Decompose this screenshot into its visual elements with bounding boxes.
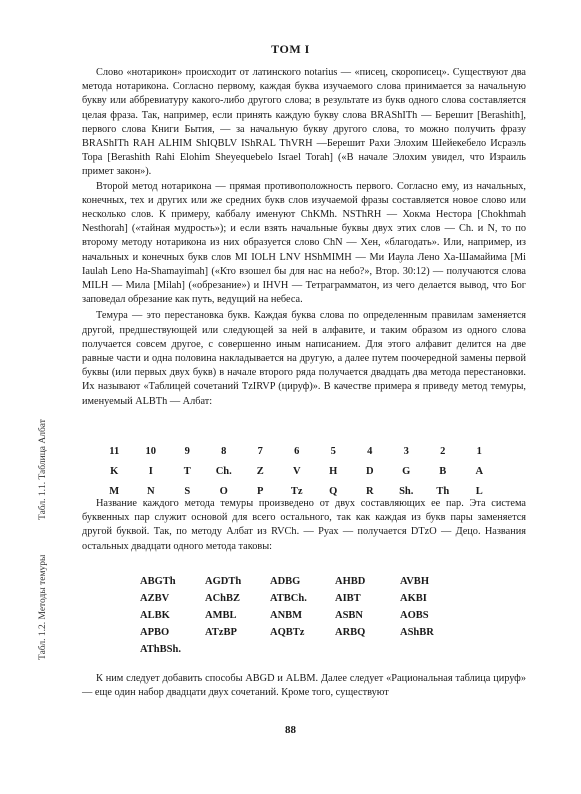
- main-text: [82, 66, 526, 409]
- table-cell: AVBH: [400, 576, 429, 587]
- table-cell: 9: [184, 445, 190, 457]
- table-cell: O: [219, 485, 228, 497]
- table-cell: V: [292, 465, 301, 477]
- middle-text: [82, 497, 526, 554]
- table-cell: ATzBP: [205, 627, 237, 638]
- table-cell: 2: [440, 445, 446, 457]
- paragraph-1: Слово «нотарикон» происходит от латинского notarius — «писец, скорописец». Существуют два метода нотарикона. Согласно первому, каждая буква изучаемого слова принимается за начальную букву или аббревиатуру какого-либо другого слова; в результате из букв одного слова составляется целая фраза. Так, например, если принять каждую букву слова BRAShITh — Берешит [Berashith], первого слова Книги Бытия, — за начальную букву другого слова, то можно получить фразу BRAShITh RAH ALHIM ShIQBLV IShRAL ThVRH —Берешит Рахи Элохим Шейекебело Исраэль Тора [Berashith Rahi Elohim Sheyequebelo Israel Torah] («В начале Элохим увидел, что Израиль примет закон»).: [82, 67, 526, 178]
- table-cell: P: [257, 485, 264, 497]
- table-cell: AThBSh.: [140, 644, 181, 655]
- table-cell: 10: [145, 445, 156, 457]
- table2-caption: Табл. 1.2. Методы темуры: [38, 554, 48, 660]
- page-number: 88: [285, 724, 296, 736]
- paragraph-3: Темура — это перестановка букв. Каждая буква слова по определенным правилам заменяется другой, предшествующей или следующей за ней в алфавите, и таким образом из одного слова получается совсем другое, с совершенно иным написанием. Для этого алфавит делится на две равные части и одна половина накладывается на другую, а далее путем поочередной замены первой буквы (или первых двух букв) в начале второго ряда получается двадцать два метода перестановки. Их называют «Таблицей сочетаний TzIRVP (цируф)». В качестве примера я приведу метод темуры, именуемый ALBTh — Албат:: [82, 310, 526, 407]
- table-cell: Z: [256, 465, 264, 477]
- table-cell: APBO: [140, 627, 170, 638]
- table-row-first: [96, 461, 516, 481]
- table-row: [140, 590, 500, 607]
- table-cell: 6: [294, 445, 300, 457]
- table-cell: AShBR: [400, 627, 434, 638]
- table-cell: 11: [109, 445, 120, 457]
- table-cell: 1: [476, 445, 482, 457]
- table-cell: 7: [257, 445, 263, 457]
- table-cell: Th: [436, 485, 450, 497]
- table-row: [140, 573, 500, 590]
- table-cell: ANBM: [270, 610, 303, 621]
- table-cell: ALBK: [140, 610, 170, 621]
- table-row-numbers: [96, 441, 516, 461]
- table-cell: AMBL: [205, 610, 237, 621]
- table-cell: A: [475, 465, 484, 477]
- table-cell: ATBCh.: [270, 593, 307, 604]
- table-cell: ADBG: [270, 576, 301, 587]
- table-cell: 5: [330, 445, 336, 457]
- table-cell: 8: [221, 445, 227, 457]
- table-cell: AOBS: [400, 610, 429, 621]
- albat-table: [96, 441, 516, 501]
- table-cell: Tz: [290, 485, 303, 497]
- table-cell: R: [365, 485, 374, 497]
- table-cell: ASBN: [335, 610, 364, 621]
- paragraph-5: К ним следует добавить способы ABGD и ALBM. Далее следует «Рациональная таблица цируф» — еще один набор двадцати двух сочетаний. Кроме того, существуют: [82, 673, 526, 699]
- table-cell: AQBTz: [270, 627, 305, 638]
- table-row: [140, 641, 500, 658]
- table-cell: Q: [329, 485, 338, 497]
- page-header: ТОМ I: [271, 42, 310, 56]
- table-cell: AKBI: [400, 593, 427, 604]
- table-cell: ARBQ: [335, 627, 366, 638]
- table-cell: AZBV: [140, 593, 170, 604]
- closing-text: [82, 672, 526, 700]
- table-cell: S: [184, 485, 191, 497]
- table-cell: AHBD: [335, 576, 366, 587]
- table-cell: K: [110, 465, 119, 477]
- table-cell: B: [439, 465, 447, 477]
- table-cell: 4: [367, 445, 373, 457]
- table-cell: AChBZ: [205, 593, 241, 604]
- table-cell: N: [146, 485, 155, 497]
- table-cell: M: [109, 485, 120, 497]
- table-row: [140, 607, 500, 624]
- table-cell: D: [365, 465, 374, 477]
- table-row: [140, 624, 500, 641]
- table-cell: T: [183, 465, 191, 477]
- table-cell: AGDTh: [205, 576, 242, 587]
- table-cell: Sh.: [399, 485, 414, 497]
- paragraph-4: Название каждого метода темуры произведено от двух составляющих ее пар. Эта система буквенных пар служит основой для всего остального, так как каждая из букв пары заменяется другой буквой. Так, по методу Албат из RVCh. — Руах — получается DTzO — Децо. Названия остальных двадцати одного метода таковы:: [82, 498, 526, 552]
- table-cell: 3: [403, 445, 409, 457]
- table-cell: Ch.: [215, 465, 232, 477]
- table-cell: G: [402, 465, 411, 477]
- table-cell: L: [475, 485, 483, 497]
- table-cell: ABGTh: [140, 576, 176, 587]
- paragraph-2: Второй метод нотарикона — прямая противоположность первого. Согласно ему, из начальных, конечных, тех и других или же средних букв слов изучаемой фразы составляется новое слово или несколько слов. К примеру, каббалу именуют ChKMh. NSThRH — Хокма Нестора [Chokhmah Nesthorah] («тайная мудрость»); и если взять начальные буквы двух этих слов — Ch. и N, то по второму методу нотарикона из них образуется слово ChN — Хен, «благодать». Или, например, из начальных и конечных букв слов MI IOLH LNV HShMIMH — Ми Иаула Лено Ха-Шамайима [Mi Iaulah Leno Ha-Shamayimah] («Кто взошел бы для нас на небо?», Втор. 30:12) — получаются слова MILH — Мила [Milah] («обрезание») и IHVH — Тетраграмматон, из чего делается вывод, что Бог заповедал обрезание как путь, ведущий на небеса.: [82, 180, 526, 306]
- table-cell: H: [329, 465, 338, 477]
- table-cell: I: [148, 465, 153, 477]
- table-cell: AIBT: [335, 593, 361, 604]
- temura-methods-table: [140, 573, 500, 658]
- table1-caption: Табл. 1.1. Таблица Албат: [38, 419, 48, 520]
